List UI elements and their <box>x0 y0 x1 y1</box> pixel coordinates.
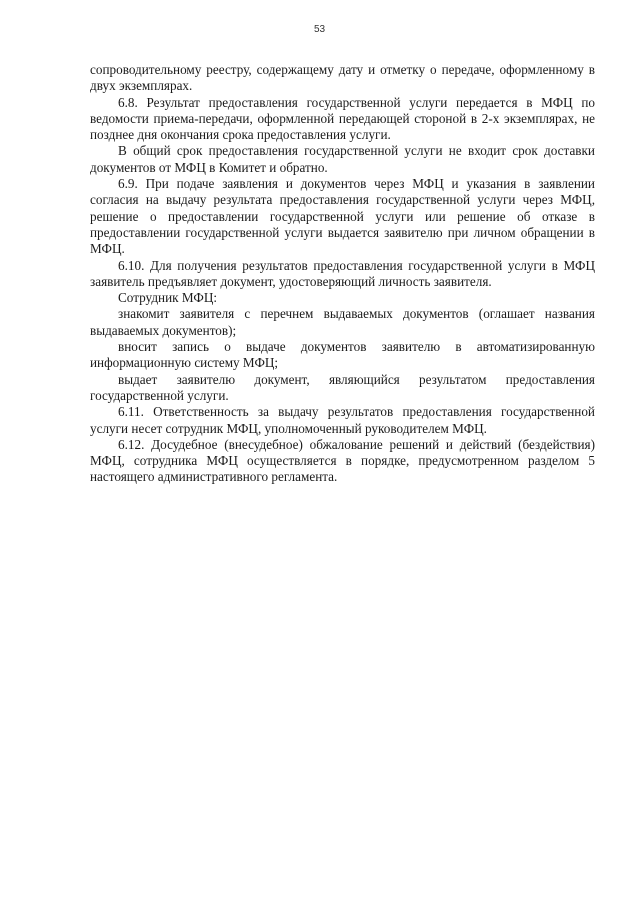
paragraph-employee-header: Сотрудник МФЦ: <box>118 290 218 306</box>
paragraph-6-10: 6.10. Для получения результатов предоставления государственной услуги в МФЦ заявитель предъявляет документ, удостоверяющий личность заявителя. <box>90 257 595 289</box>
page-number: 53 <box>313 24 326 35</box>
paragraph-6-9: 6.9. При подаче заявления и документов через МФЦ и указания в заявлении согласия на выдачу результата предоставления государственной услуги через МФЦ, решение о предоставлении государственной услуги или решение об отказе в предоставлении государственной услуги выдается заявителю при личном обращении в МФЦ. <box>90 176 595 257</box>
paragraph-employee-duty-2: вносит запись о выдаче документов заявителю в автоматизированную информационную систему МФЦ; <box>90 339 595 371</box>
paragraph-continuation: сопроводительному реестру, содержащему дату и отметку о передаче, оформленному в двух экземплярах. <box>90 62 595 94</box>
paragraph-6-8: 6.8. Результат предоставления государственной услуги передается в МФЦ по ведомости приема-передачи, оформленной передающей стороной в 2-х экземплярах, не позднее дня окончания срока предоставления услуги. <box>90 94 595 143</box>
paragraph-6-11: 6.11. Ответственность за выдачу результатов предоставления государственной услуги несет сотрудник МФЦ, уполномоченный руководителем МФЦ. <box>90 404 595 436</box>
document-body <box>90 62 595 486</box>
paragraph-employee-duty-3: выдает заявителю документ, являющийся результатом предоставления государственной услуги. <box>90 371 595 403</box>
paragraph-delivery-term: В общий срок предоставления государственной услуги не входит срок доставки документов от МФЦ в Комитет и обратно. <box>90 143 595 175</box>
paragraph-6-12: 6.12. Досудебное (внесудебное) обжалование решений и действий (бездействия) МФЦ, сотрудника МФЦ осуществляется в порядке, предусмотренном разделом 5 настоящего административного регламента. <box>90 436 595 485</box>
paragraph-employee-duty-1: знакомит заявителя с перечнем выдаваемых документов (оглашает названия выдаваемых документов); <box>90 306 595 338</box>
